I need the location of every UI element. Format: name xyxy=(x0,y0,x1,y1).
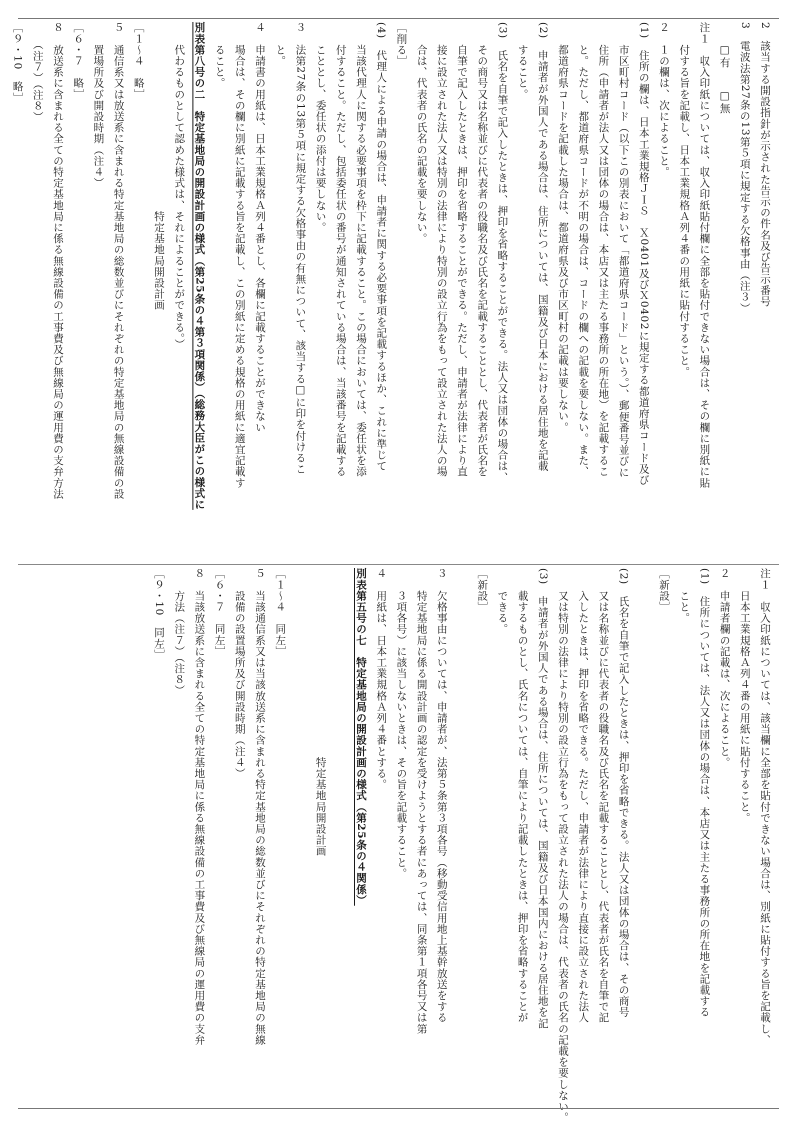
text-line: ［６・７ 略］ xyxy=(72,22,85,100)
text-line: ［削る］ xyxy=(395,22,408,67)
text-line: ８ 放送系に含まれる全ての特定基地局に係る無線設備の工事費及び無線局の運用費の支弁方法 xyxy=(52,22,64,500)
text-line: ５ 通信系又は放送系に含まれる特定基地局の総数並びにそれぞれの特定基地局の無線設備の設 xyxy=(112,22,125,500)
text-line: ［９・10 同左］ xyxy=(153,568,165,661)
text-line: ［９・10 略］ xyxy=(11,22,24,104)
text-line: (2) 氏名を自筆で記入したときは、押印を省略できる。法人又は団体の場合は、その商号 xyxy=(617,568,630,1018)
text-line: （注７）（注８） xyxy=(31,22,44,123)
text-line: 当該代理人に関する必要事項を枠下に記載すること。この場合においては、委任状を添 xyxy=(355,22,367,478)
text-line: 日本工業規格Ａ列４番の用紙に貼付すること。 xyxy=(738,568,751,824)
text-line: (3) 申請者が外国人である場合は、住所については、国籍及び日本国内における居住地を記 xyxy=(536,568,549,1029)
text-line: ４ 用紙は、日本工業規格Ａ列４番とする。 xyxy=(375,568,388,790)
text-line: ［新設］ xyxy=(658,568,670,613)
text-line: □有 □無 xyxy=(718,22,731,114)
text-line: 場合は、その欄に別紙に記載する旨を記載し、この別紙に定める規格の用紙に適宜記載す xyxy=(233,22,246,489)
text-line: 代わるものとして認めた様式は、それによることができる。） xyxy=(173,22,186,350)
text-line: ５ 当該通信系又は当該放送系に含まれる特定基地局の総数並びにそれぞれの特定基地局の無線 xyxy=(254,568,266,1046)
text-line: ［６・７ 同左］ xyxy=(213,568,226,657)
text-line: 又は名称並びに代表者の役職名及び氏名を記載することとし、代表者が氏名を自筆で記 xyxy=(597,568,610,1024)
text-line: 付する旨を記載し、日本工業規格Ａ列４番の用紙に貼付すること。 xyxy=(678,22,691,378)
text-line: (3) 氏名を自筆で記入したときは、押印を省略することができる。法人又は団体の場合は、 xyxy=(496,22,509,483)
text-line: 方法（注７）（注８） xyxy=(173,568,186,696)
original-text-column xyxy=(18,568,779,1123)
text-line: こととし、委任状の添付は要しない。 xyxy=(314,22,327,233)
text-line: ２ １の欄は、次によること。 xyxy=(658,22,670,178)
text-line: 別表第五号の七 特定基地局の開設計画の様式（第25条の４関係） xyxy=(355,568,367,906)
text-line: 2 該当する開設指針が示された告示の件名及び告示番号 xyxy=(759,22,771,307)
text-line: 注１ 収入印紙については、該当欄に全部を貼付できない場合は、別紙に貼付する旨を記載し、 xyxy=(759,568,771,1046)
text-line: 合は、代表者の氏名の記載を要しない。 xyxy=(415,22,428,244)
text-line: ３ 法第27条の13第５項に規定する欠格事由の有無について、該当する□に印を付けるこ xyxy=(294,22,307,475)
text-line: 3 電波法第27条の13第５項に規定する欠格事由（注３） xyxy=(738,22,751,314)
text-line: と。 xyxy=(274,22,287,67)
text-line: 住所（申請者が法人又は団体の場合は、本店又は主たる事務所の所在地）を記載するこ xyxy=(597,22,610,478)
text-line: 注１ 収入印紙については、収入印紙貼付欄に全部を貼付できない場合は、その欄に別紙に貼 xyxy=(698,22,711,489)
text-line: ［新設］ xyxy=(476,568,489,613)
text-line: ［１～４ 同左］ xyxy=(274,568,287,657)
text-line: 載するものとし、氏名については、自筆により記載したときは、押印を省略することが xyxy=(516,568,529,1024)
text-line: (2) 申請者が外国人である場合は、住所については、国籍及び日本における居住地を記載 xyxy=(536,22,549,472)
text-line: 付すること。ただし、包括委任状の番号が通知されている場合は、当該番号を記載する xyxy=(334,22,347,478)
text-line: ること。 xyxy=(213,22,226,89)
text-line: (1) 住所については、法人又は団体の場合は、本店又は主たる事務所の所在地を記載する xyxy=(698,568,711,1018)
text-line: こと。 xyxy=(678,568,691,624)
text-line: その商号又は名称並びに代表者の役職名及び氏名を記載することとし、代表者が氏名を xyxy=(476,22,489,478)
text-line: 特定基地局開設計画 xyxy=(153,22,165,311)
text-line: と。ただし、都道府県コードが不明の場合は、コードの欄への記載を要しない。また、 xyxy=(577,22,590,478)
text-line: できる。 xyxy=(496,568,509,635)
text-line: 別表第八号の二 特定基地局の開設計画の様式（第25条の４第３項関係）（総務大臣がこの様式に xyxy=(193,22,206,510)
amended-text-column xyxy=(11,22,779,562)
text-line: ３ 欠格事由については、申請者が、法第５条第３項各号（移動受信用地上基幹放送をする xyxy=(435,568,448,1024)
text-line: 特定基地局に係る開設計画の認定を受けようとする者にあっては、同条第１項各号又は第 xyxy=(415,568,428,1035)
text-line: (1) 住所の欄は、日本工業規格ＪＩＳ Ｘ0401及びＸ0402に規定する都道府県コード及び xyxy=(637,22,650,486)
bottom-rule xyxy=(18,1108,779,1109)
text-line: ４ 申請書の用紙は、日本工業規格Ａ列４番とし、各欄に記載することができない xyxy=(254,22,266,433)
text-line: ２ 申請者欄の記載は、次によること。 xyxy=(718,568,731,768)
top-rule xyxy=(18,18,779,19)
text-line: 又は特別の法律により特別の設立行為をもって設立された法人の場合は、代表者の氏名の記載を要しない。 xyxy=(557,568,569,1123)
text-line: 設備の設置場所及び開設時期（注４） xyxy=(233,568,246,779)
text-line: 都道府県コードを記載した場合は、都道府県及び市区町村の記載は要しない。 xyxy=(557,22,569,433)
text-line: すること。 xyxy=(516,22,529,100)
text-line: ８ 当該放送系に含まれる全ての特定基地局に係る無線設備の工事費及び無線局の運用費の支弁 xyxy=(193,568,206,1046)
text-line: ３項各号）に該当しないときは、その旨を記載すること。 xyxy=(395,568,408,879)
text-line: (4) 代理人による申請の場合は、申請者に関する必要事項を記載するほか、これに準じて xyxy=(375,22,388,472)
text-line: 自筆で記入したときは、押印を省略することができる。ただし、申請者が法律により直 xyxy=(456,22,468,478)
text-line: 市区町村コード（以下この別表において「都道府県コード」という。）、郵便番号並びに xyxy=(617,22,630,478)
column-divider xyxy=(18,564,779,565)
text-line: 入したときは、押印を省略できる。ただし、申請者が法律により直接に設立された法人 xyxy=(577,568,590,1024)
text-line: ［１～４ 略］ xyxy=(132,22,145,100)
text-line: 特定基地局開設計画 xyxy=(314,568,327,857)
text-line: 接に設立された法人又は特別の法律により特別の設立行為をもって設立された法人の場 xyxy=(435,22,448,478)
text-line: 置場所及び開設時期（注４） xyxy=(92,22,105,189)
